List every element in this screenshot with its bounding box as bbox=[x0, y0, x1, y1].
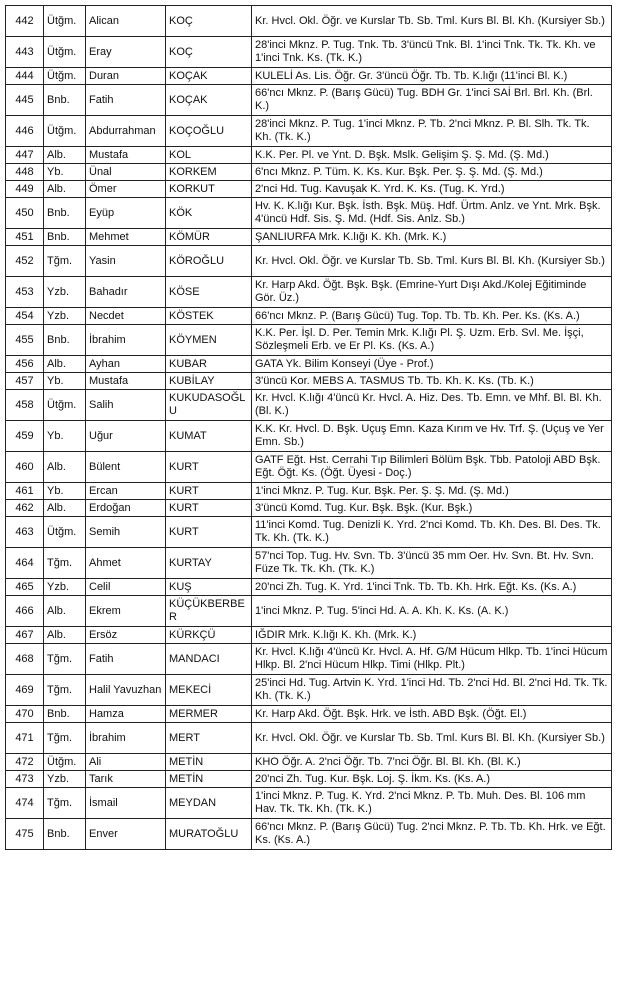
row-number: 457 bbox=[6, 373, 44, 390]
first-name-cell: İsmail bbox=[86, 788, 166, 819]
assignment-cell: 66'ncı Mknz. P. (Barış Gücü) Tug. BDH Gr. 1'inci SAİ Brl. Brl. Kh. (Brl. K.) bbox=[252, 85, 612, 116]
table-row bbox=[6, 116, 612, 147]
rank-cell: Yb. bbox=[44, 373, 86, 390]
row-number: 472 bbox=[6, 754, 44, 771]
first-name-cell: Mustafa bbox=[86, 373, 166, 390]
assignment-cell: KULELİ As. Lis. Öğr. Gr. 3'üncü Öğr. Tb. Tb. K.lığı (11'inci Bl. K.) bbox=[252, 68, 612, 85]
assignment-cell: 3'üncü Komd. Tug. Kur. Bşk. Bşk. (Kur. Bşk.) bbox=[252, 500, 612, 517]
table-row bbox=[6, 517, 612, 548]
surname-cell: KÖSTEK bbox=[166, 308, 252, 325]
rank-cell: Yzb. bbox=[44, 277, 86, 308]
assignment-cell: 66'ncı Mknz. P. (Barış Gücü) Tug. 2'nci Mknz. P. Tb. Tb. Kh. Hrk. ve Eğt. Ks. (Ks. A.) bbox=[252, 819, 612, 850]
assignment-cell: 25'inci Hd. Tug. Artvin K. Yrd. 1'inci Hd. Tb. 2'nci Hd. Bl. 2'nci Hd. Tk. Tk. Kh. (Tk. K.) bbox=[252, 675, 612, 706]
surname-cell: KÖYMEN bbox=[166, 325, 252, 356]
rank-cell: Yzb. bbox=[44, 771, 86, 788]
table-row bbox=[6, 644, 612, 675]
table-row bbox=[6, 390, 612, 421]
surname-cell: KURTAY bbox=[166, 548, 252, 579]
first-name-cell: Eyüp bbox=[86, 198, 166, 229]
surname-cell: KUŞ bbox=[166, 579, 252, 596]
surname-cell: KUKUDASOĞLU bbox=[166, 390, 252, 421]
table-row bbox=[6, 198, 612, 229]
assignment-cell: 20'nci Zh. Tug. K. Yrd. 1'inci Tnk. Tb. Tb. Kh. Hrk. Eğt. Ks. (Ks. A.) bbox=[252, 579, 612, 596]
row-number: 443 bbox=[6, 37, 44, 68]
row-number: 442 bbox=[6, 6, 44, 37]
row-number: 454 bbox=[6, 308, 44, 325]
row-number: 450 bbox=[6, 198, 44, 229]
first-name-cell: Ali bbox=[86, 754, 166, 771]
rank-cell: Alb. bbox=[44, 147, 86, 164]
table-row bbox=[6, 579, 612, 596]
table-row bbox=[6, 771, 612, 788]
surname-cell: METİN bbox=[166, 771, 252, 788]
assignment-cell: Hv. K. K.lığı Kur. Bşk. İsth. Bşk. Müş. Hdf. Ürtm. Anlz. ve Ynt. Mrk. Bşk. 4'üncü Hdf. Sis. Ş. Md. (Hdf. Sis. Anlz. Sb.) bbox=[252, 198, 612, 229]
rank-cell: Ütğm. bbox=[44, 6, 86, 37]
rank-cell: Yzb. bbox=[44, 579, 86, 596]
first-name-cell: Alican bbox=[86, 6, 166, 37]
first-name-cell: Abdurrahman bbox=[86, 116, 166, 147]
surname-cell: KURT bbox=[166, 500, 252, 517]
first-name-cell: Ünal bbox=[86, 164, 166, 181]
surname-cell: KUBAR bbox=[166, 356, 252, 373]
table-row bbox=[6, 229, 612, 246]
first-name-cell: Erdoğan bbox=[86, 500, 166, 517]
table-row bbox=[6, 706, 612, 723]
first-name-cell: Duran bbox=[86, 68, 166, 85]
table-row bbox=[6, 147, 612, 164]
first-name-cell: İbrahim bbox=[86, 325, 166, 356]
surname-cell: KOÇOĞLU bbox=[166, 116, 252, 147]
row-number: 455 bbox=[6, 325, 44, 356]
first-name-cell: Ahmet bbox=[86, 548, 166, 579]
assignment-cell: Kr. Hvcl. Okl. Öğr. ve Kurslar Tb. Sb. Tml. Kurs Bl. Bl. Kh. (Kursiyer Sb.) bbox=[252, 246, 612, 277]
surname-cell: KÖROĞLU bbox=[166, 246, 252, 277]
assignment-cell: 3'üncü Kor. MEBS A. TASMUS Tb. Tb. Kh. K. Ks. (Tb. K.) bbox=[252, 373, 612, 390]
rank-cell: Ütğm. bbox=[44, 37, 86, 68]
first-name-cell: Ersöz bbox=[86, 627, 166, 644]
table-row bbox=[6, 308, 612, 325]
table-row bbox=[6, 246, 612, 277]
assignment-cell: 66'ncı Mknz. P. (Barış Gücü) Tug. Top. Tb. Tb. Kh. Per. Ks. (Ks. A.) bbox=[252, 308, 612, 325]
personnel-table-body bbox=[6, 6, 612, 850]
first-name-cell: Necdet bbox=[86, 308, 166, 325]
rank-cell: Alb. bbox=[44, 596, 86, 627]
rank-cell: Ütğm. bbox=[44, 116, 86, 147]
row-number: 461 bbox=[6, 483, 44, 500]
rank-cell: Tğm. bbox=[44, 675, 86, 706]
surname-cell: MURATOĞLU bbox=[166, 819, 252, 850]
row-number: 451 bbox=[6, 229, 44, 246]
assignment-cell: GATA Yk. Bilim Konseyi (Üye - Prof.) bbox=[252, 356, 612, 373]
row-number: 458 bbox=[6, 390, 44, 421]
assignment-cell: IĞDIR Mrk. K.lığı K. Kh. (Mrk. K.) bbox=[252, 627, 612, 644]
rank-cell: Bnb. bbox=[44, 85, 86, 116]
table-row bbox=[6, 6, 612, 37]
table-row bbox=[6, 373, 612, 390]
surname-cell: KORKEM bbox=[166, 164, 252, 181]
table-row bbox=[6, 788, 612, 819]
row-number: 464 bbox=[6, 548, 44, 579]
personnel-roster-page bbox=[5, 5, 611, 850]
surname-cell: KOÇ bbox=[166, 37, 252, 68]
first-name-cell: Fatih bbox=[86, 85, 166, 116]
row-number: 467 bbox=[6, 627, 44, 644]
assignment-cell: 2'nci Hd. Tug. Kavuşak K. Yrd. K. Ks. (Tug. K. Yrd.) bbox=[252, 181, 612, 198]
assignment-cell: K.K. Per. Pl. ve Ynt. D. Bşk. Mslk. Gelişim Ş. Ş. Md. (Ş. Md.) bbox=[252, 147, 612, 164]
rank-cell: Yzb. bbox=[44, 308, 86, 325]
rank-cell: Tğm. bbox=[44, 644, 86, 675]
surname-cell: KOL bbox=[166, 147, 252, 164]
row-number: 470 bbox=[6, 706, 44, 723]
row-number: 466 bbox=[6, 596, 44, 627]
surname-cell: KURT bbox=[166, 452, 252, 483]
assignment-cell: ŞANLIURFA Mrk. K.lığı K. Kh. (Mrk. K.) bbox=[252, 229, 612, 246]
first-name-cell: Ömer bbox=[86, 181, 166, 198]
assignment-cell: 28'inci Mknz. P. Tug. Tnk. Tb. 3'üncü Tnk. Bl. 1'inci Tnk. Tk. Tk. Kh. ve 1'inci Tnk. Ks. (Tk. K.) bbox=[252, 37, 612, 68]
rank-cell: Ütğm. bbox=[44, 754, 86, 771]
table-row bbox=[6, 325, 612, 356]
surname-cell: KÜÇÜKBERBER bbox=[166, 596, 252, 627]
first-name-cell: Halil Yavuzhan bbox=[86, 675, 166, 706]
rank-cell: Tğm. bbox=[44, 548, 86, 579]
rank-cell: Alb. bbox=[44, 500, 86, 517]
assignment-cell: 28'inci Mknz. P. Tug. 1'inci Mknz. P. Tb. 2'nci Mknz. P. Bl. Slh. Tk. Tk. Kh. (Tk. K.) bbox=[252, 116, 612, 147]
row-number: 456 bbox=[6, 356, 44, 373]
row-number: 447 bbox=[6, 147, 44, 164]
assignment-cell: K.K. Per. İşl. D. Per. Temin Mrk. K.lığı Pl. Ş. Uzm. Erb. Svl. Me. İşçi, Sözleşmeli Erb. ve Er Pl. Ks. (Ks. A.) bbox=[252, 325, 612, 356]
first-name-cell: Bülent bbox=[86, 452, 166, 483]
surname-cell: METİN bbox=[166, 754, 252, 771]
surname-cell: KUMAT bbox=[166, 421, 252, 452]
rank-cell: Yb. bbox=[44, 483, 86, 500]
table-row bbox=[6, 675, 612, 706]
table-row bbox=[6, 452, 612, 483]
surname-cell: KÖK bbox=[166, 198, 252, 229]
first-name-cell: Yasin bbox=[86, 246, 166, 277]
table-row bbox=[6, 164, 612, 181]
row-number: 471 bbox=[6, 723, 44, 754]
rank-cell: Alb. bbox=[44, 356, 86, 373]
first-name-cell: Ayhan bbox=[86, 356, 166, 373]
first-name-cell: Semih bbox=[86, 517, 166, 548]
assignment-cell: KHO Öğr. A. 2'nci Öğr. Tb. 7'nci Öğr. Bl. Bl. Kh. (Bl. K.) bbox=[252, 754, 612, 771]
row-number: 468 bbox=[6, 644, 44, 675]
first-name-cell: Mehmet bbox=[86, 229, 166, 246]
first-name-cell: Fatih bbox=[86, 644, 166, 675]
table-row bbox=[6, 356, 612, 373]
assignment-cell: Kr. Hvcl. K.lığı 4'üncü Kr. Hvcl. A. Hf. G/M Hücum Hlkp. Tb. 1'inci Hücum Hlkp. Bl. 2'nci Hücum Hlkp. Timi (Hlkp. Plt.) bbox=[252, 644, 612, 675]
surname-cell: KOÇ bbox=[166, 6, 252, 37]
rank-cell: Bnb. bbox=[44, 325, 86, 356]
row-number: 446 bbox=[6, 116, 44, 147]
assignment-cell: Kr. Harp Akd. Öğt. Bşk. Bşk. (Emrine-Yurt Dışı Akd./Kolej Eğitiminde Gör. Üz.) bbox=[252, 277, 612, 308]
table-row bbox=[6, 277, 612, 308]
surname-cell: KURT bbox=[166, 483, 252, 500]
assignment-cell: 1'inci Mknz. P. Tug. K. Yrd. 2'nci Mknz. P. Tb. Muh. Des. Bl. 106 mm Hav. Tk. Tk. Kh. (Tk. K.) bbox=[252, 788, 612, 819]
surname-cell: KOÇAK bbox=[166, 68, 252, 85]
row-number: 453 bbox=[6, 277, 44, 308]
table-row bbox=[6, 819, 612, 850]
first-name-cell: Eray bbox=[86, 37, 166, 68]
row-number: 445 bbox=[6, 85, 44, 116]
surname-cell: MEKECİ bbox=[166, 675, 252, 706]
rank-cell: Yb. bbox=[44, 164, 86, 181]
first-name-cell: İbrahim bbox=[86, 723, 166, 754]
rank-cell: Tğm. bbox=[44, 723, 86, 754]
rank-cell: Yb. bbox=[44, 421, 86, 452]
first-name-cell: Mustafa bbox=[86, 147, 166, 164]
row-number: 448 bbox=[6, 164, 44, 181]
surname-cell: KOÇAK bbox=[166, 85, 252, 116]
surname-cell: KÜRKÇÜ bbox=[166, 627, 252, 644]
table-row bbox=[6, 754, 612, 771]
assignment-cell: GATF Eğt. Hst. Cerrahi Tıp Bilimleri Bölüm Bşk. Tbb. Patoloji ABD Bşk. Eğt. Öğt. Ks. (Öğt. Üyesi - Doç.) bbox=[252, 452, 612, 483]
rank-cell: Bnb. bbox=[44, 706, 86, 723]
rank-cell: Tğm. bbox=[44, 788, 86, 819]
row-number: 465 bbox=[6, 579, 44, 596]
rank-cell: Bnb. bbox=[44, 229, 86, 246]
surname-cell: MANDACI bbox=[166, 644, 252, 675]
rank-cell: Ütğm. bbox=[44, 390, 86, 421]
table-row bbox=[6, 500, 612, 517]
table-row bbox=[6, 596, 612, 627]
row-number: 449 bbox=[6, 181, 44, 198]
row-number: 459 bbox=[6, 421, 44, 452]
row-number: 475 bbox=[6, 819, 44, 850]
first-name-cell: Celil bbox=[86, 579, 166, 596]
table-row bbox=[6, 723, 612, 754]
rank-cell: Alb. bbox=[44, 452, 86, 483]
surname-cell: MERMER bbox=[166, 706, 252, 723]
first-name-cell: Uğur bbox=[86, 421, 166, 452]
first-name-cell: Ercan bbox=[86, 483, 166, 500]
surname-cell: MEYDAN bbox=[166, 788, 252, 819]
table-row bbox=[6, 68, 612, 85]
assignment-cell: 57'nci Top. Tug. Hv. Svn. Tb. 3'üncü 35 mm Oer. Hv. Svn. Bt. Hv. Svn. Füze Tk. Tk. Kh. (Tk. K.) bbox=[252, 548, 612, 579]
rank-cell: Tğm. bbox=[44, 246, 86, 277]
assignment-cell: 20'nci Zh. Tug. Kur. Bşk. Loj. Ş. İkm. Ks. (Ks. A.) bbox=[252, 771, 612, 788]
surname-cell: MERT bbox=[166, 723, 252, 754]
rank-cell: Bnb. bbox=[44, 198, 86, 229]
row-number: 452 bbox=[6, 246, 44, 277]
table-row bbox=[6, 483, 612, 500]
assignment-cell: 1'inci Mknz. P. Tug. 5'inci Hd. A. A. Kh. K. Ks. (A. K.) bbox=[252, 596, 612, 627]
surname-cell: KUBİLAY bbox=[166, 373, 252, 390]
assignment-cell: Kr. Hvcl. Okl. Öğr. ve Kurslar Tb. Sb. Tml. Kurs Bl. Bl. Kh. (Kursiyer Sb.) bbox=[252, 6, 612, 37]
table-row bbox=[6, 37, 612, 68]
table-row bbox=[6, 627, 612, 644]
personnel-table bbox=[5, 5, 612, 850]
table-row bbox=[6, 181, 612, 198]
surname-cell: KURT bbox=[166, 517, 252, 548]
first-name-cell: Bahadır bbox=[86, 277, 166, 308]
surname-cell: KORKUT bbox=[166, 181, 252, 198]
assignment-cell: 11'inci Komd. Tug. Denizli K. Yrd. 2'nci Komd. Tb. Kh. Des. Bl. Des. Tk. Tk. Kh. (Tk. K.) bbox=[252, 517, 612, 548]
first-name-cell: Tarık bbox=[86, 771, 166, 788]
table-row bbox=[6, 85, 612, 116]
assignment-cell: K.K. Kr. Hvcl. D. Bşk. Uçuş Emn. Kaza Kırım ve Hv. Trf. Ş. (Uçuş ve Yer Emn. Sb.) bbox=[252, 421, 612, 452]
row-number: 474 bbox=[6, 788, 44, 819]
row-number: 463 bbox=[6, 517, 44, 548]
rank-cell: Ütğm. bbox=[44, 68, 86, 85]
assignment-cell: Kr. Hvcl. K.lığı 4'üncü Kr. Hvcl. A. Hiz. Des. Tb. Emn. ve Mhf. Bl. Bl. Kh. (Bl. K.) bbox=[252, 390, 612, 421]
assignment-cell: 6'ncı Mknz. P. Tüm. K. Ks. Kur. Bşk. Per. Ş. Ş. Md. (Ş. Md.) bbox=[252, 164, 612, 181]
row-number: 473 bbox=[6, 771, 44, 788]
surname-cell: KÖMÜR bbox=[166, 229, 252, 246]
rank-cell: Alb. bbox=[44, 627, 86, 644]
surname-cell: KÖSE bbox=[166, 277, 252, 308]
assignment-cell: 1'inci Mknz. P. Tug. Kur. Bşk. Per. Ş. Ş. Md. (Ş. Md.) bbox=[252, 483, 612, 500]
rank-cell: Alb. bbox=[44, 181, 86, 198]
first-name-cell: Ekrem bbox=[86, 596, 166, 627]
row-number: 462 bbox=[6, 500, 44, 517]
first-name-cell: Hamza bbox=[86, 706, 166, 723]
row-number: 444 bbox=[6, 68, 44, 85]
assignment-cell: Kr. Harp Akd. Öğt. Bşk. Hrk. ve İsth. ABD Bşk. (Öğt. El.) bbox=[252, 706, 612, 723]
rank-cell: Ütğm. bbox=[44, 517, 86, 548]
rank-cell: Bnb. bbox=[44, 819, 86, 850]
first-name-cell: Enver bbox=[86, 819, 166, 850]
first-name-cell: Salih bbox=[86, 390, 166, 421]
assignment-cell: Kr. Hvcl. Okl. Öğr. ve Kurslar Tb. Sb. Tml. Kurs Bl. Bl. Kh. (Kursiyer Sb.) bbox=[252, 723, 612, 754]
row-number: 460 bbox=[6, 452, 44, 483]
table-row bbox=[6, 548, 612, 579]
row-number: 469 bbox=[6, 675, 44, 706]
table-row bbox=[6, 421, 612, 452]
